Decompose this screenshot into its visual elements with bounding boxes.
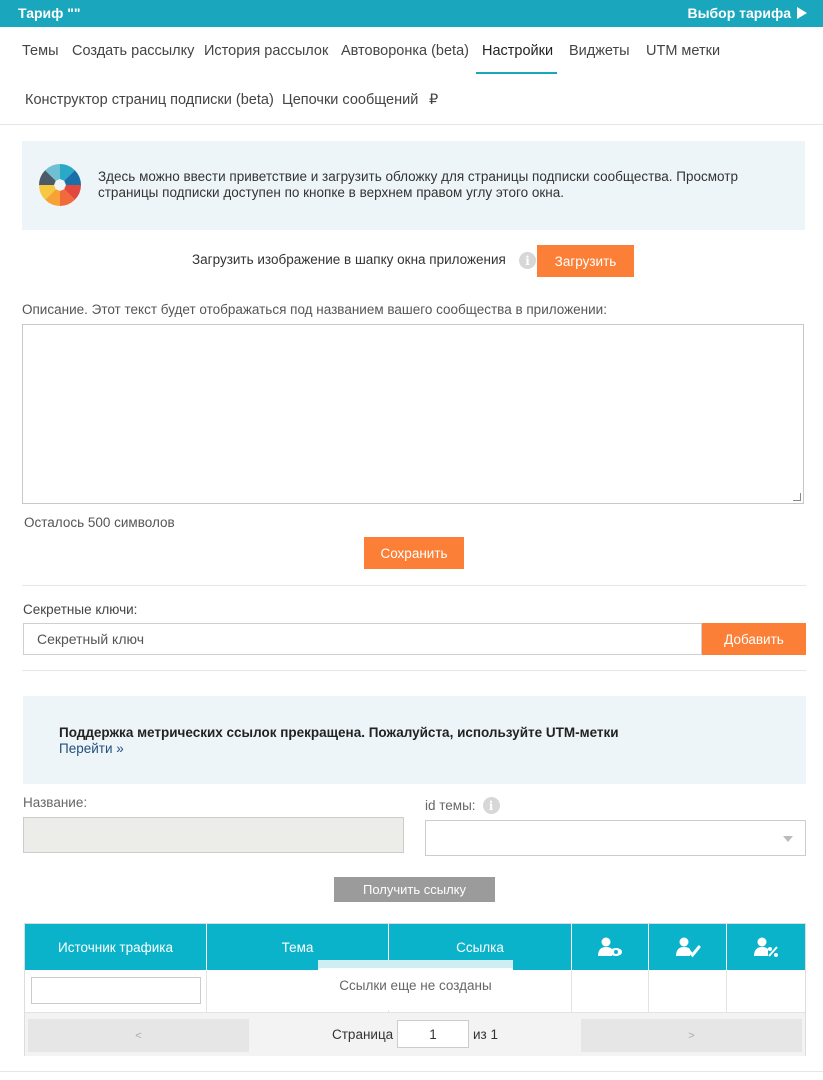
column-header: Тема (207, 924, 389, 970)
column-header: Источник трафика (25, 924, 207, 970)
chevron-down-icon (783, 836, 793, 842)
prev-page-button[interactable]: < (28, 1019, 249, 1052)
divider (22, 670, 806, 671)
tab-payments[interactable]: ₽ (429, 92, 439, 108)
secret-key-input[interactable]: Секретный ключ (23, 623, 702, 655)
tab-page-builder[interactable]: Конструктор страниц подписки (beta) (25, 92, 274, 108)
pagination (25, 1012, 805, 1056)
tab-widgets[interactable]: Виджеты (569, 43, 630, 59)
active-tab-underline (476, 72, 557, 74)
choose-tariff-button[interactable] (687, 5, 807, 21)
resize-handle-icon[interactable] (793, 493, 801, 501)
table-cell (25, 970, 207, 1012)
empty-message: Ссылки еще не созданы (318, 960, 513, 1010)
user-check-icon (675, 936, 701, 958)
info-icon[interactable]: i (483, 797, 500, 814)
save-button[interactable]: Сохранить (364, 537, 464, 569)
page-label: Страница (332, 1027, 394, 1042)
remaining-chars: Осталось 500 символов (24, 515, 175, 530)
upload-label: Загрузить изображение в шапку окна приложения (192, 252, 506, 267)
upload-button[interactable]: Загрузить (537, 245, 634, 277)
info-icon[interactable]: i (519, 252, 536, 269)
color-wheel-icon (38, 163, 82, 207)
notice-title: Поддержка метрических ссылок прекращена. Пожалуйста, используйте UTM-метки (59, 725, 619, 740)
info-box (22, 141, 805, 230)
main-nav (0, 27, 823, 125)
play-icon (797, 7, 807, 19)
theme-id-label-wrap (425, 797, 500, 814)
theme-id-label: id темы: (425, 798, 476, 813)
tab-topics[interactable]: Темы (22, 43, 59, 59)
top-bar (0, 0, 823, 27)
upload-row (0, 245, 823, 277)
page-total: из 1 (473, 1027, 498, 1042)
info-text: Здесь можно ввести приветствие и загрузить обложку для страницы подписки сообщества. Просмотр страницы подписки доступен по кнопке в верхнем правом углу этого окна. (98, 169, 738, 200)
tab-mailing-history[interactable]: История рассылок (204, 43, 329, 59)
user-percent-icon (753, 936, 779, 958)
next-page-button[interactable]: > (581, 1019, 802, 1052)
get-link-button[interactable]: Получить ссылку (334, 877, 495, 902)
tab-message-chains[interactable]: Цепочки сообщений (282, 92, 419, 108)
divider (0, 1071, 823, 1072)
tariff-label[interactable]: Тариф "" (18, 5, 81, 21)
links-table (24, 923, 806, 1056)
column-header (727, 924, 805, 970)
traffic-source-input[interactable] (31, 977, 201, 1004)
user-eye-icon (597, 936, 623, 958)
description-textarea[interactable] (22, 324, 804, 504)
page-number-input[interactable]: 1 (397, 1020, 469, 1048)
deprecation-notice (23, 696, 806, 784)
table-cell (649, 970, 727, 1012)
theme-id-select[interactable] (425, 820, 806, 856)
name-label: Название: (23, 795, 88, 810)
choose-tariff-label: Выбор тарифа (687, 5, 791, 21)
table-cell (572, 970, 649, 1012)
tab-autofunnel[interactable]: Автоворонка (beta) (341, 43, 469, 59)
divider (22, 585, 806, 586)
tab-settings[interactable]: Настройки (482, 43, 554, 59)
tab-create-mailing[interactable]: Создать рассылку (72, 43, 195, 59)
table-cell (727, 970, 805, 1012)
secret-keys-label: Секретные ключи: (23, 602, 138, 617)
column-header: Ссылка (389, 924, 572, 970)
tab-utm[interactable]: UTM метки (646, 43, 721, 59)
description-label: Описание. Этот текст будет отображаться под названием вашего сообщества в приложении: (22, 302, 607, 317)
name-input[interactable] (23, 817, 404, 853)
notice-link[interactable]: Перейти » (59, 741, 124, 756)
column-header (572, 924, 649, 970)
add-key-button[interactable]: Добавить (702, 623, 806, 655)
column-header (649, 924, 727, 970)
